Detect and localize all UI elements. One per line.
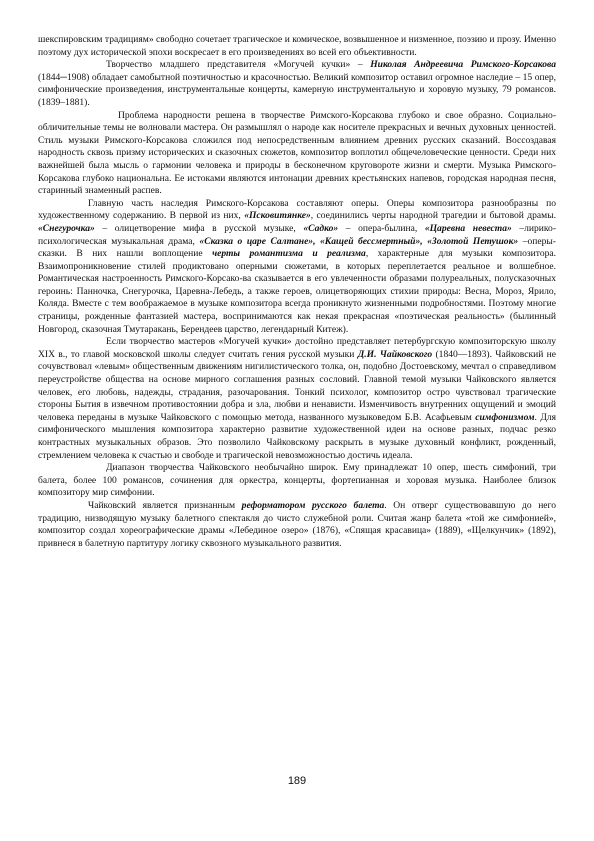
text-run: Диапазон творчества Чайковского необычайно широк. Ему принадлежат 10 опер, шесть симфоний, три балета, более 100 романсов, сочинения для оркестра, концерты, фортепианная и хоровая музыка. Наиболее близок композитору мир симфонии.: [38, 462, 556, 499]
text-run: Если творчество мастеров «Могучей кучки» достойно представляет петербургскую композиторскую школу XIX в., то главой московской школы следует считать гения русской музыки: [38, 336, 556, 360]
page-number: 189: [287, 775, 307, 787]
paragraph-p4: [38, 198, 556, 337]
emphasis-text: реформатором русского балета: [241, 499, 385, 511]
emphasis-text: «Сказка о царе Салтане», «Кащей бессмертный», «Золотой Петушок»: [199, 235, 519, 247]
paragraph-p2: [38, 59, 556, 109]
text-run: , характерные для музыки композитора. Взаимопроникновение стилей продиктовано оперными сюжетами, в которых переплетается реальное и волшебное. Романтическая настроенность Римского-Корсако-ва сказывается в его увлеченности образами полуреальных, полусказочных героинь: Панночка, Снегурочка, Царевна-Лебедь, а также героев, олицетворяющих стихии природы: Весна, Мороз, Ярило, Коляда. Вместе с тем воображаемое в музыке композитора всегда проникнуто жизненными подробностями. Поэтому многие страницы, рожденные фантазией мастера, воспринимаются как некая прекрасная «поэтическая реальность» (былинный Новгород, сказочная Тмутаракань, Берендеев царство, легендарный Китеж).: [38, 248, 556, 335]
body-text: [38, 34, 556, 550]
emphasis-text: Д.И. Чайковского: [357, 348, 433, 360]
text-run: Главную часть наследия Римского-Корсакова составляют оперы. Оперы композитора разнообразны по художественному содержанию. В первой из них,: [38, 197, 556, 222]
emphasis-text: Николая Андреевича Римского-Корсакова: [370, 59, 556, 71]
text-run: Проблема народности решена в творчестве Римского-Корсакова глубоко и свое образно. Социально-обличительные темы не волновали мастера. Он размышлял о народе как носителе прекрасных и вечных духовных ценностей. Стиль музыки Римского-Корсакова сложился под непосредственным влиянием древних русских сказаний. Воссоздавая народность сквозь призму исторических и сказочных сюжетов, композитор воплотил общечеловеческие ценности. Среди них важнейшей была мысль о гармонии человека и природы в бесконечном круговороте жизни и смерти. Музыка Римского-Корсакова глубоко национальна. Ее истоками являются интонации древних крестьянских напевов, городская народная песня, старинный знаменный распев.: [38, 109, 556, 197]
emphasis-text: «Садко»: [303, 222, 339, 234]
paragraph-p6: [38, 462, 556, 500]
emphasis-text: черты романтизма и реализма: [212, 248, 366, 260]
emphasis-text: симфонизмом: [475, 411, 535, 423]
emphasis-text: «Царевна невеста»: [424, 222, 512, 234]
text-run: (1844─1908) обладает самобытной поэтичностью и красочностью. Великий композитор оставил огромное наследие – 15 опер, симфонические произведения, инструментальные концерты, камерную инструментальную и хоровую музыку, 79 романсов. (1839–1881).: [38, 71, 556, 108]
paragraph-p3: [38, 110, 556, 198]
text-run: – олицетворение мифа в русской музыке,: [94, 222, 304, 234]
text-run: Творчество младшего представителя «Могучей кучки» –: [106, 59, 371, 71]
paragraph-p1: [38, 34, 556, 59]
text-run: Чайковский является признанным: [88, 499, 242, 511]
text-run: – опера-былина,: [338, 222, 425, 234]
text-run: . Он отверг существовавшую до него традицию, низводящую музыку балетного спектакля до чисто служебной роли. Считая жанр балета «той же симфонией», композитор создал хореографические драмы «Лебединое озеро» (1876), «Спящая красавица» (1889), «Щелкунчик» (1892), привнеся в балетную партитуру логику сквозного музыкального развития.: [38, 499, 556, 549]
text-run: –оперы-сказки. В них нашли воплощение: [38, 235, 556, 260]
emphasis-text: «Снегурочка»: [38, 222, 95, 234]
text-run: –лирико-психологическая музыкальная драма,: [38, 222, 556, 247]
text-run: шекспировским традициям» свободно сочетает трагическое и комическое, возвышенное и низменное, поэзию и прозу. Именно поэтому дух исторической эпохи воскресает в его произведениях во всей его объективности.: [38, 34, 556, 58]
text-run: (1840—1893). Чайковский не сочувствовал «левым» общественным движениям нигилистического толка, он, подобно Достоевскому, мечтал о справедливом переустройстве общества на основе мирного соглашения разных сословий. Главной темой музыки Чайковского является человек, его любовь, надежды, страдания, разочарования. Тонкий психолог, композитор остро чувствовал трагические стороны Бытия в извечном противостоянии добра и зла, любви и ненависти. Изменчивость внутренних ощущений и эмоций человека переданы в музыке Чайковского с помощью метода, названного музыковедом Б.В. Асафьевым: [38, 348, 556, 423]
emphasis-text: «Псковитянке»: [244, 210, 311, 222]
text-run: , соединились черты народной трагедии и бытовой драмы.: [310, 210, 556, 222]
text-run: . Для симфонического мышления композитора характерно развитие художественной идеи на основе разных, подчас резко контрастных музыкальных образов. Это позволило Чайковскому раскрыть в музыке духовный конфликт, рожденный, стремлением человека к счастью и свободе и трагической невозможностью достичь идеала.: [38, 411, 556, 461]
paragraph-p7: [38, 500, 556, 550]
paragraph-p5: [38, 336, 556, 462]
